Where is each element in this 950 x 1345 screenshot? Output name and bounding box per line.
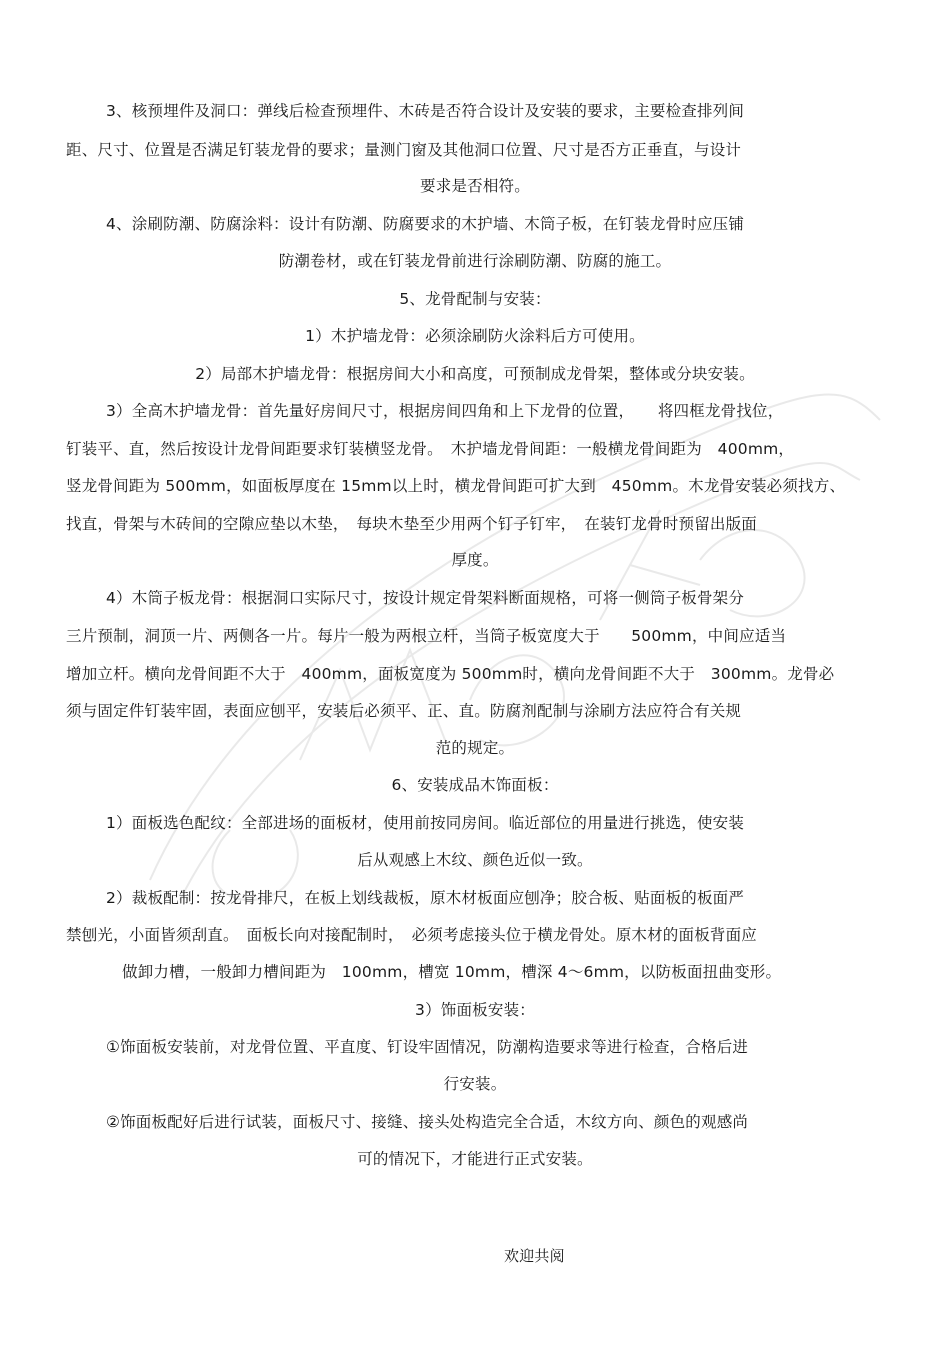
paragraph-line: ②饰面板配好后进行试装，面板尺寸、接缝、接头处构造完全合适，木纹方向、颜色的观感尚 [106,1113,749,1131]
section-heading: 6、安装成品木饰面板： [391,776,559,794]
paragraph-line: 钉装平、直，然后按设计龙骨间距要求钉装横竖龙骨。 木护墙龙骨间距：一般横龙骨间距为 400mm， [66,440,795,458]
paragraph-line: 找直，骨架与木砖间的空隙应垫以木垫， 每块木垫至少用两个钉子钉牢， 在装钉龙骨时预留出版面 [66,515,758,533]
paragraph-line: 距、尺寸、位置是否满足钉装龙骨的要求；量测门窗及其他洞口位置、尺寸是否方正垂直，与设计 [66,141,742,159]
paragraph-line: 做卸力槽，一般卸力槽间距为 100mm，槽宽 10mm，槽深 4～6mm，以防板面扭曲变形。 [122,963,782,981]
paragraph-line: 2）裁板配制：按龙骨排尺，在板上划线裁板，原木材板面应刨净；胶合板、贴面板的板面严 [106,889,745,907]
paragraph-line: 禁刨光，小面皆须刮直。 面板长向对接配制时， 必须考虑接头位于横龙骨处。原木材的面板背面应 [66,926,758,944]
paragraph-line: 厚度。 [451,551,499,569]
paragraph-line: 1）面板选色配纹：全部进场的面板材，使用前按同房间。临近部位的用量进行挑选，使安装 [106,814,745,832]
paragraph-line: 竖龙骨间距为 500mm，如面板厚度在 15mm以上时，横龙骨间距可扩大到 450mm。木龙骨安装必须找方、 [66,477,846,495]
paragraph-line: 要求是否相符。 [420,177,530,195]
paragraph-line: 防潮卷材，或在钉装龙骨前进行涂刷防潮、防腐的施工。 [278,252,672,270]
paragraph-line: 须与固定件钉装牢固，表面应刨平，安装后必须平、正、直。防腐剂配制与涂刷方法应符合有关规 [66,702,742,720]
paragraph-line: 4）木筒子板龙骨：根据洞口实际尺寸，按设计规定骨架料断面规格，可将一侧筒子板骨架分 [106,589,745,607]
paragraph-line: ①饰面板安装前，对龙骨位置、平直度、钉设牢固情况，防潮构造要求等进行检查，合格后进 [106,1038,749,1056]
paragraph-line: 三片预制，洞顶一片、两侧各一片。每片一般为两根立杆，当筒子板宽度大于 500mm，中间应适当 [66,627,787,645]
paragraph-line: 2）局部木护墙龙骨：根据房间大小和高度，可预制成龙骨架，整体或分块安装。 [195,365,755,383]
section-heading: 5、龙骨配制与安装： [399,290,551,308]
paragraph-line: 后从观感上木纹、颜色近似一致。 [357,851,593,869]
paragraph-line: 3、核预埋件及洞口：弹线后检查预埋件、木砖是否符合设计及安装的要求，主要检查排列间 [106,102,745,120]
paragraph-line: 4、涂刷防潮、防腐涂料：设计有防潮、防腐要求的木护墙、木筒子板，在钉装龙骨时应压铺 [106,215,745,233]
section-heading: 3）饰面板安装： [415,1001,535,1019]
paragraph-line: 1）木护墙龙骨：必须涂刷防火涂料后方可使用。 [305,327,645,345]
paragraph-line: 可的情况下，才能进行正式安装。 [357,1150,593,1168]
paragraph-line: 增加立杆。横向龙骨间距不大于 400mm，面板宽度为 500mm时，横向龙骨间距不大于 300mm。龙骨必 [66,665,835,683]
paragraph-line: 3）全高木护墙龙骨：首先量好房间尺寸，根据房间四角和上下龙骨的位置， 将四框龙骨找位， [106,402,784,420]
paragraph-line: 行安装。 [443,1075,507,1093]
page-footer: 欢迎共阅 [504,1247,565,1265]
paragraph-line: 范的规定。 [435,739,515,757]
